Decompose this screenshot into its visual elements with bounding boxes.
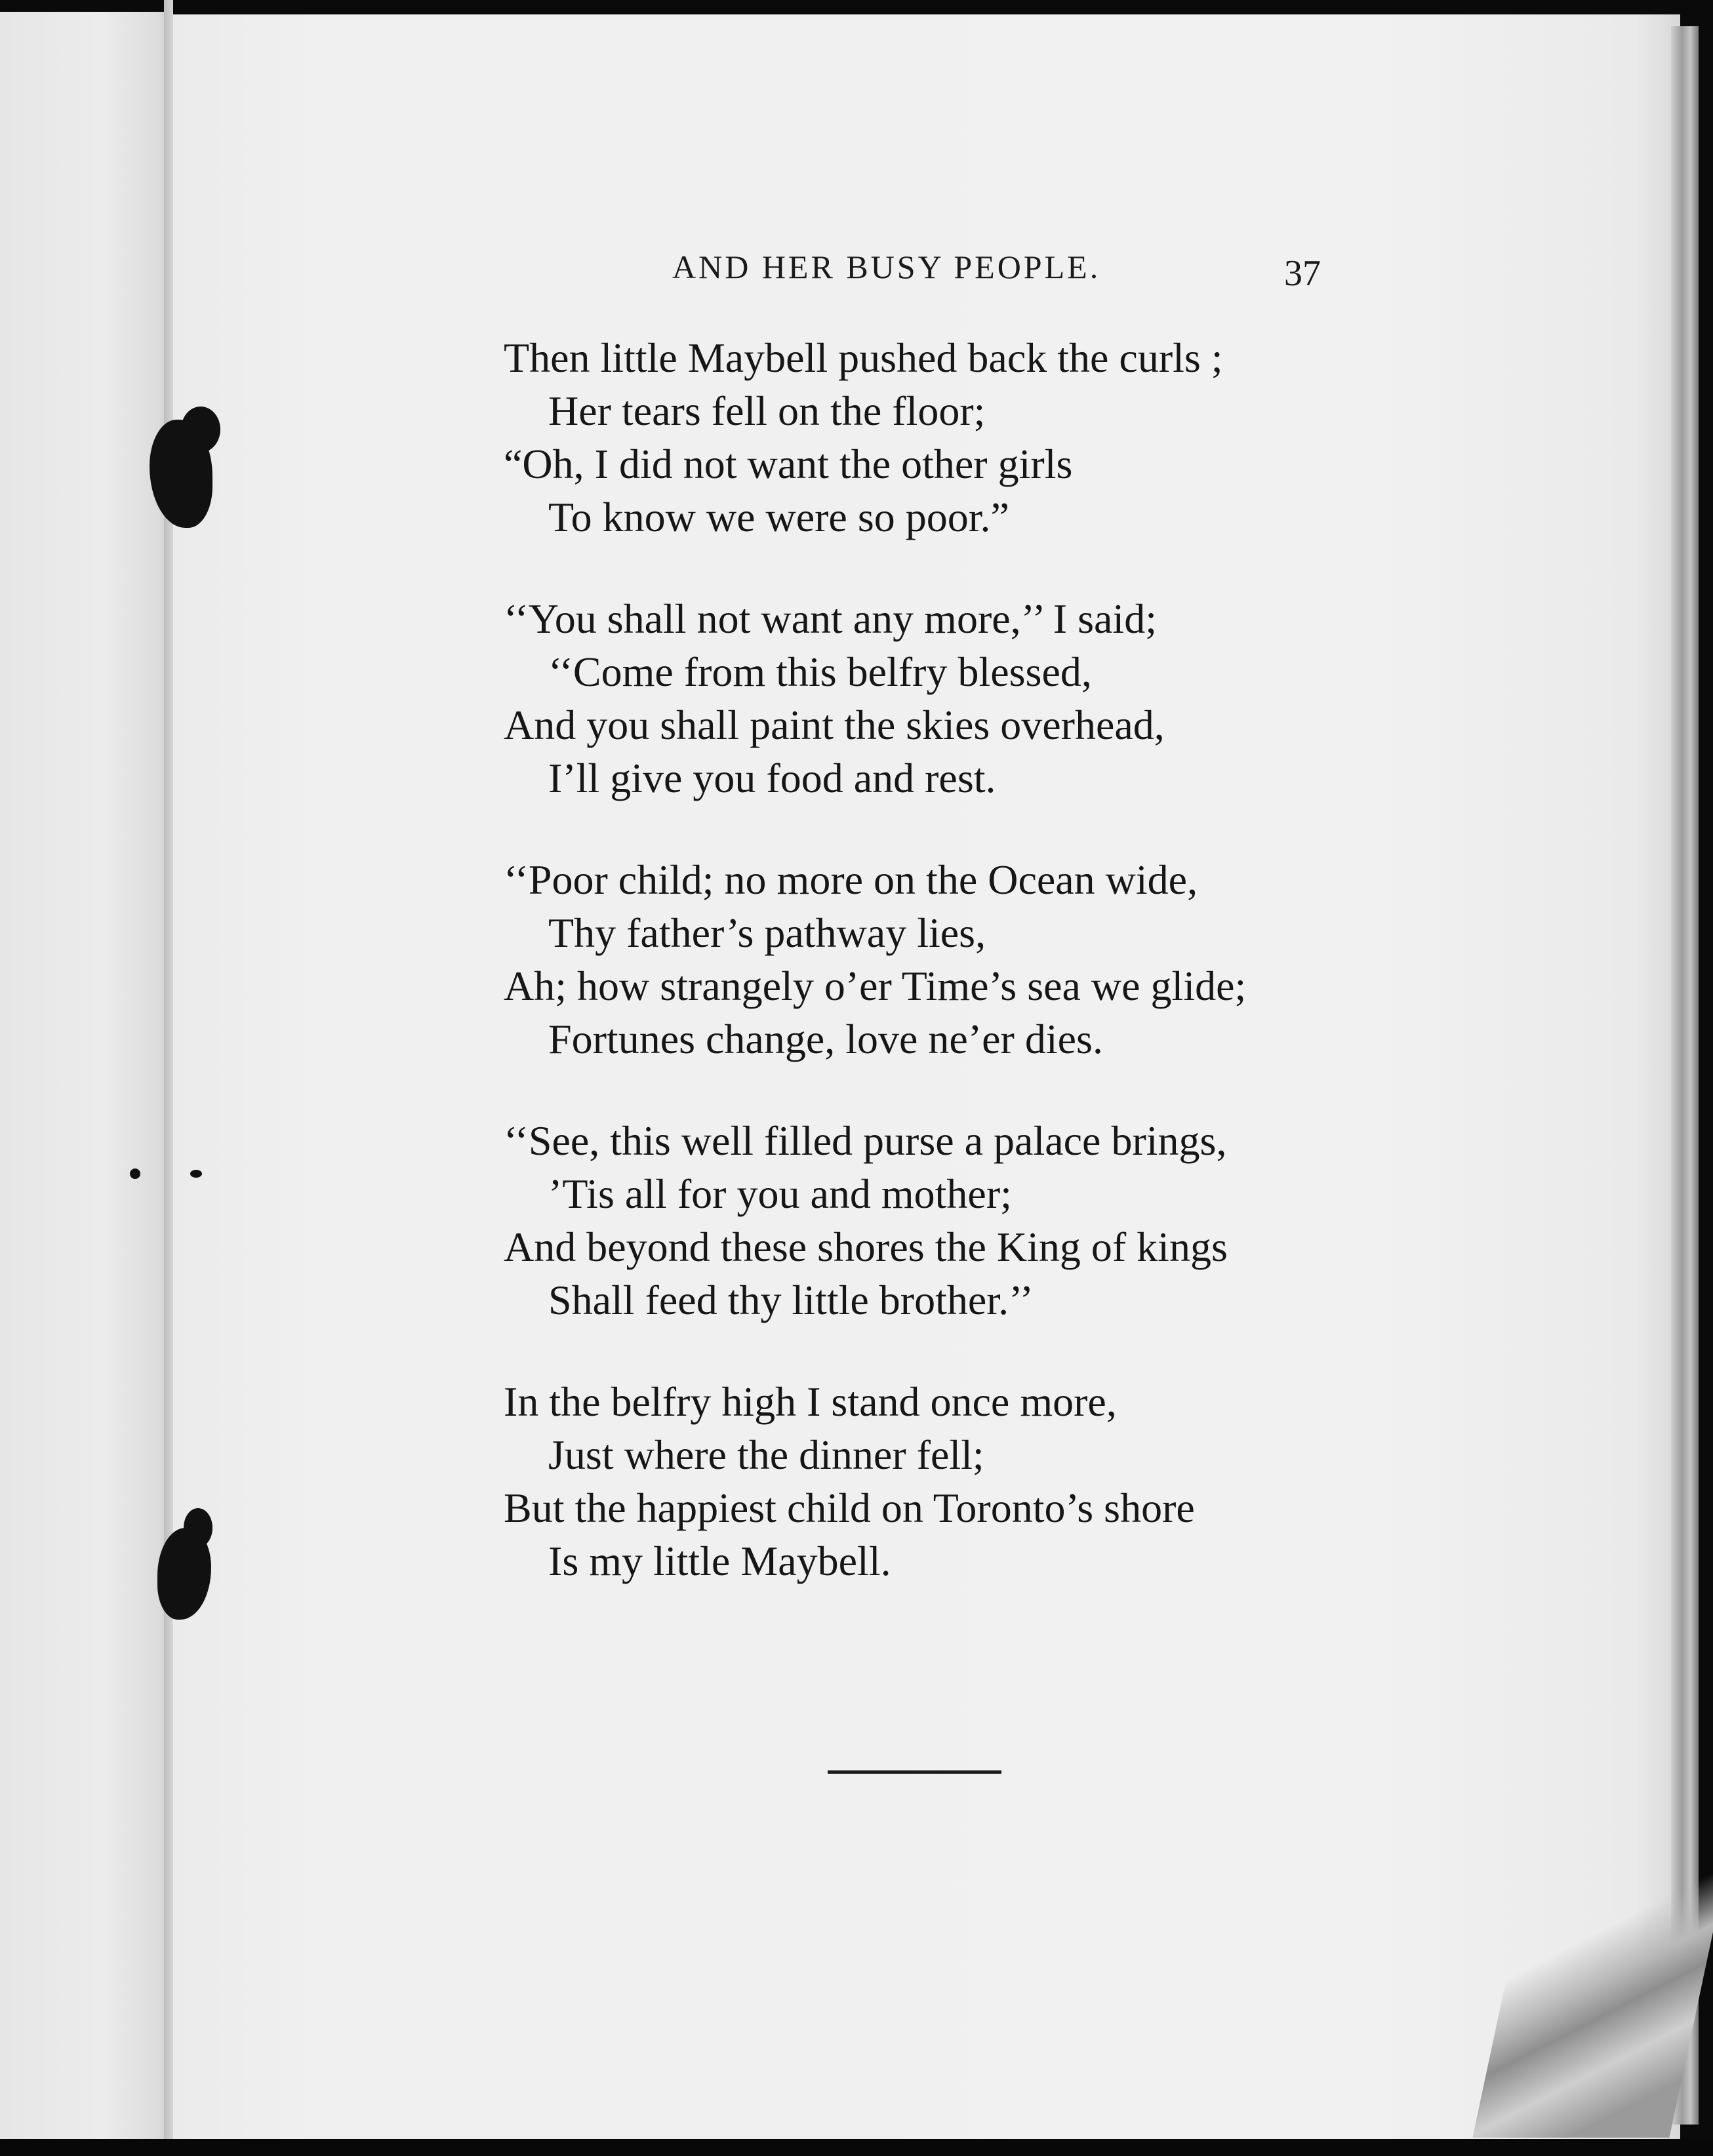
poem-body [504, 331, 1330, 1636]
stanza [504, 331, 1330, 544]
poem-line: But the happiest child on Toronto’s shore [504, 1485, 1195, 1531]
poem-line: ‘‘Come from this belfry blessed, [548, 649, 1092, 695]
poem-line: In the belfry high I stand once more, [504, 1378, 1117, 1425]
end-rule-divider [828, 1770, 1001, 1774]
poem-line: ‘‘You shall not want any more,’’ I said; [504, 595, 1157, 642]
poem-line: Is my little Maybell. [548, 1538, 891, 1584]
book-gutter [164, 0, 173, 2156]
scan-bottom-edge [0, 2139, 1713, 2156]
poem-line: Her tears fell on the floor; [548, 388, 986, 434]
poem-line: And you shall paint the skies overhead, [504, 702, 1165, 748]
ink-blot-lower-wing [184, 1508, 212, 1547]
poem-line: Thy father’s pathway lies, [548, 909, 986, 956]
poem-line: Shall feed thy little brother.’’ [548, 1277, 1034, 1323]
stanza [504, 853, 1330, 1066]
left-page [0, 12, 172, 2143]
ink-blot-upper-wing [181, 407, 220, 452]
poem-line: To know we were so poor.” [548, 494, 1009, 540]
poem-line: And beyond these shores the King of kings [504, 1224, 1228, 1270]
poem-line: ‘‘Poor child; no more on the Ocean wide, [504, 856, 1198, 903]
poem-line: ’Tis all for you and mother; [548, 1170, 1012, 1217]
stanza [504, 592, 1330, 805]
ink-speck-middle-2 [190, 1170, 202, 1178]
stanza [504, 1375, 1330, 1587]
poem-line: Just where the dinner fell; [548, 1431, 984, 1478]
stanza [504, 1114, 1330, 1327]
ink-speck-middle [130, 1168, 140, 1179]
poem-line: Ah; how strangely o’er Time’s sea we glide; [504, 963, 1247, 1009]
poem-line: I’ll give you food and rest. [548, 755, 996, 801]
poem-line: Then little Maybell pushed back the curls ; [504, 334, 1223, 381]
poem-line: “Oh, I did not want the other girls [504, 441, 1073, 487]
page-edge [1671, 26, 1699, 2125]
running-head: AND HER BUSY PEOPLE. [672, 249, 1101, 285]
poem-line: ‘‘See, this well filled purse a palace brings, [504, 1117, 1227, 1164]
poem-line: Fortunes change, love ne’er dies. [548, 1016, 1103, 1062]
page-number: 37 [1284, 253, 1321, 294]
